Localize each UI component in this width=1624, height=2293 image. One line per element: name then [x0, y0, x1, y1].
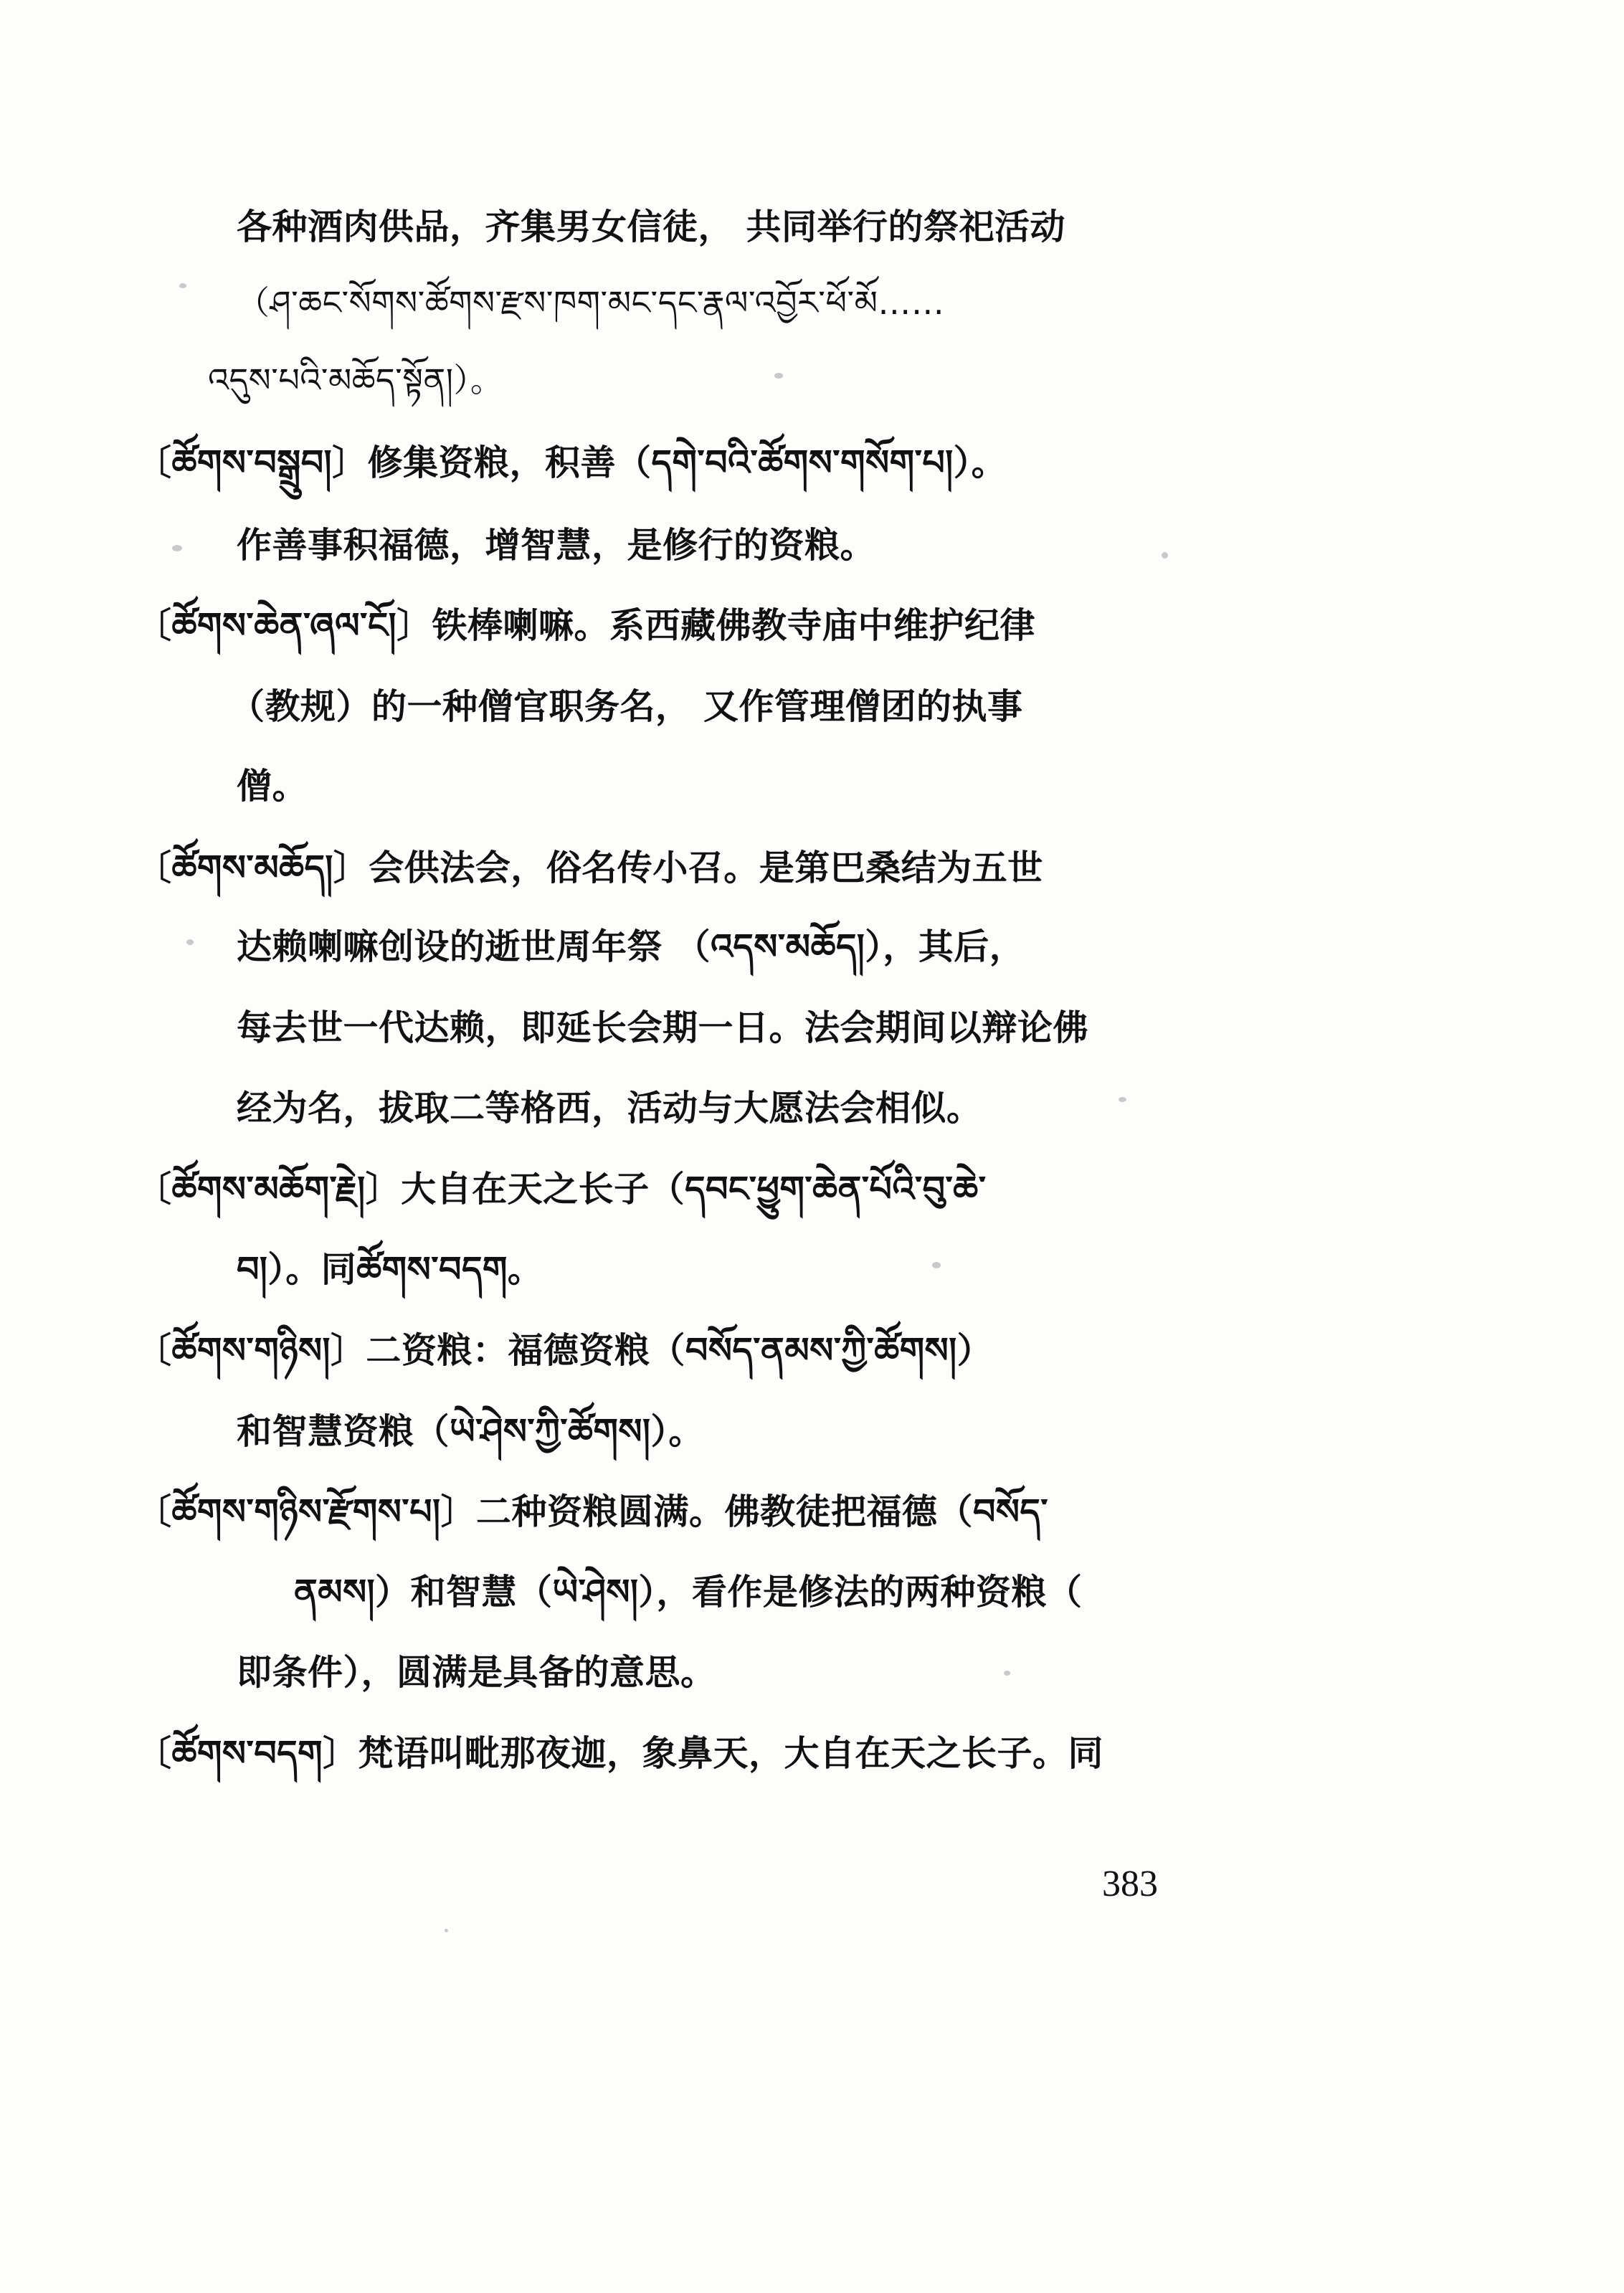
text-line-13: 〔ཚོགས་མཆོག་རྗེ།〕大自在天之长子（དབང་ཕྱུག་ཆེན་པོའི་བུ་ཆེ་ — [136, 1168, 987, 1210]
text-line-15: 〔ཚོགས་གཉིས།〕二资粮：福德资粮（བསོད་ནམས་ཀྱི་ཚོགས།） — [136, 1329, 993, 1371]
text-line-20: 〔ཚོགས་བདག〕梵语叫毗那夜迦，象鼻天，大自在天之长子。同 — [136, 1732, 1104, 1774]
text-line-6: 〔ཚོགས་ཆེན་ཞལ་ངོ།〕铁棒喇嘛。系西藏佛教寺庙中维护纪律 — [136, 604, 1035, 646]
scan-speck — [1119, 1097, 1126, 1102]
scan-speck — [172, 545, 182, 551]
text-line-3: འདུས་པའི་མཆོད་སྟོན།）。 — [208, 361, 504, 399]
text-line-2: （ཤ་ཆང་སོགས་ཚོགས་རྫས་ཁག་མང་དང་རྣལ་འབྱོར་ཕོ་མོ…… — [237, 283, 945, 322]
text-line-14: བ།）。同ཚོགས་བདག。 — [237, 1248, 543, 1290]
text-line-16: 和智慧资粮（ཡེ་ཤེས་ཀྱི་ཚོགས།）。 — [237, 1410, 704, 1452]
page-number: 383 — [1102, 1864, 1158, 1904]
scan-speck — [1004, 1671, 1010, 1676]
text-line-9: 〔ཚོགས་མཆོད།〕会供法会，俗名传小召。是第巴桑结为五世 — [136, 847, 1043, 888]
text-line-4: 〔ཚོགས་བསྒྲུབ།〕修集资粮，积善（དགེ་བའི་ཚོགས་གསོག་པ།）。 — [136, 442, 1007, 483]
text-line-1: 各种酒肉供品，齐集男女信徒， 共同举行的祭祀活动 — [237, 206, 1066, 247]
scan-speck — [774, 373, 783, 379]
text-line-12: 经为名，拔取二等格西，活动与大愿法会相似。 — [237, 1087, 982, 1129]
text-line-10: 达赖喇嘛创设的逝世周年祭 （འདས་མཆོད།），其后， — [237, 926, 1025, 967]
scan-speck — [186, 939, 194, 945]
scan-speck — [179, 283, 186, 288]
scan-speck — [1162, 552, 1168, 559]
text-line-7: （教规）的一种僧官职务名， 又作管理僧团的执事 — [229, 685, 1023, 727]
text-line-17: 〔ཚོགས་གཉིས་རྫོགས་པ།〕二种资粮圆满。佛教徒把福德（བསོད་ — [136, 1491, 1049, 1532]
text-line-11: 每去世一代达赖，即延长会期一日。法会期间以辩论佛 — [237, 1007, 1089, 1048]
scan-speck — [932, 1262, 941, 1268]
scan-speck — [445, 1929, 448, 1932]
text-line-5: 作善事积福德，增智慧，是修行的资粮。 — [237, 524, 876, 566]
text-line-19: 即条件），圆满是具备的意思。 — [237, 1651, 716, 1693]
text-line-18: ནམས།）和智慧（ཡེ་ཤེས།），看作是修法的两种资粮（ — [294, 1571, 1083, 1613]
text-line-8: 僧。 — [237, 765, 308, 807]
